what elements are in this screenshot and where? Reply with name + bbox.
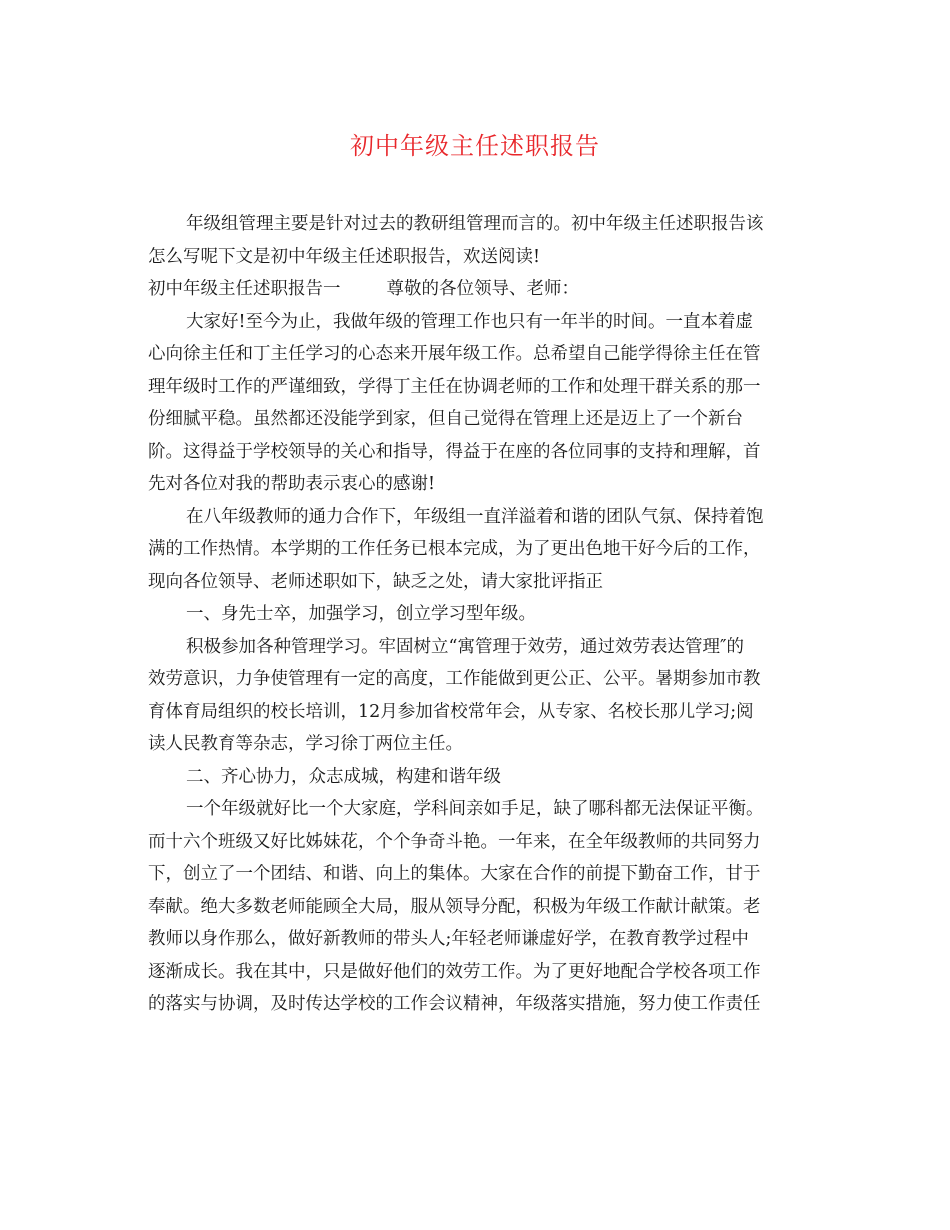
- section-heading: 一、身先士卒，加强学习，创立学习型年级。: [186, 604, 536, 624]
- document-body: [148, 208, 800, 1021]
- text-line: 的落实与协调，及时传达学校的工作会议精神，年级落实措施，努力使工作责任: [148, 994, 761, 1014]
- text-line: 逐渐成长。我在其中，只是做好他们的效劳工作。为了更好地配合学校各项工作: [148, 961, 761, 982]
- text-line: 大家好!至今为止，我做年级的管理工作也只有一年半的时间。一直本着虚: [186, 311, 754, 332]
- text-line: 份细腻平稳。虽然都还没能学到家，但自己觉得在管理上还是迈上了一个新台: [148, 409, 743, 429]
- document-title: 初中年级主任述职报告: [350, 132, 600, 160]
- text-line: 年级组管理主要是针对过去的教研组管理而言的。初中年级主任述职报告该: [186, 214, 764, 234]
- text-line: 理年级时工作的严谨细致，学得丁主任在协调老师的工作和处理干群关系的那一: [148, 376, 761, 397]
- salutation: 尊敬的各位领导、老师：: [386, 279, 579, 299]
- text-line: 满的工作热情。本学期的工作任务已根本完成，为了更出色地干好今后的工作，: [148, 539, 761, 559]
- text-line: 怎么写呢下文是初中年级主任述职报告，欢送阅读!: [148, 246, 541, 267]
- text-line: 奉献。绝大多数老师能顾全大局，服从领导分配，积极为年级工作献计献策。老: [148, 896, 761, 917]
- report-heading-label: 初中年级主任述职报告一: [148, 279, 341, 299]
- text-line: 教师以身作那么，做好新教师的带头人;年轻老师谦虚好学，在教育教学过程中: [148, 929, 749, 949]
- text-line: 下，创立了一个团结、和谐、向上的集体。大家在合作的前提下勤奋工作，甘于: [148, 864, 761, 884]
- text-line: 阶。这得益于学校领导的关心和指导，得益于在座的各位同事的支持和理解，首: [148, 441, 761, 462]
- text-line: 效劳意识，力争使管理有一定的高度，工作能做到更公正、公平。暑期参加市教: [148, 669, 761, 689]
- text-line: 心向徐主任和丁主任学习的心态来开展年级工作。总希望自己能学得徐主任在管: [148, 344, 761, 364]
- text-line: 先对各位对我的帮助表示衷心的感谢!: [148, 474, 436, 494]
- text-line: 读人民教育等杂志，学习徐丁两位主任。: [148, 734, 463, 754]
- text-line: 现向各位领导、老师述职如下，缺乏之处，请大家批评指正: [148, 571, 603, 592]
- text-line: 在八年级教师的通力合作下，年级组一直洋溢着和谐的团队气氛、保持着饱: [186, 506, 764, 527]
- text-line: 一个年级就好比一个大家庭，学科间亲如手足，缺了哪科都无法保证平衡。: [186, 799, 764, 819]
- text-line: 育体育局组织的校长培训，12月参加省校常年会，从专家、名校长那儿学习;阅: [148, 701, 754, 722]
- text-line: 而十六个班级又好比姊妹花，个个争奇斗艳。一年来，在全年级教师的共同努力: [148, 831, 761, 852]
- section-heading: 二、齐心协力，众志成城，构建和谐年级: [186, 766, 501, 787]
- report-heading-line: [148, 273, 800, 306]
- text-line: 积极参加各种管理学习。牢固树立“寓管理于效劳，通过效劳表达管理″的: [186, 636, 744, 657]
